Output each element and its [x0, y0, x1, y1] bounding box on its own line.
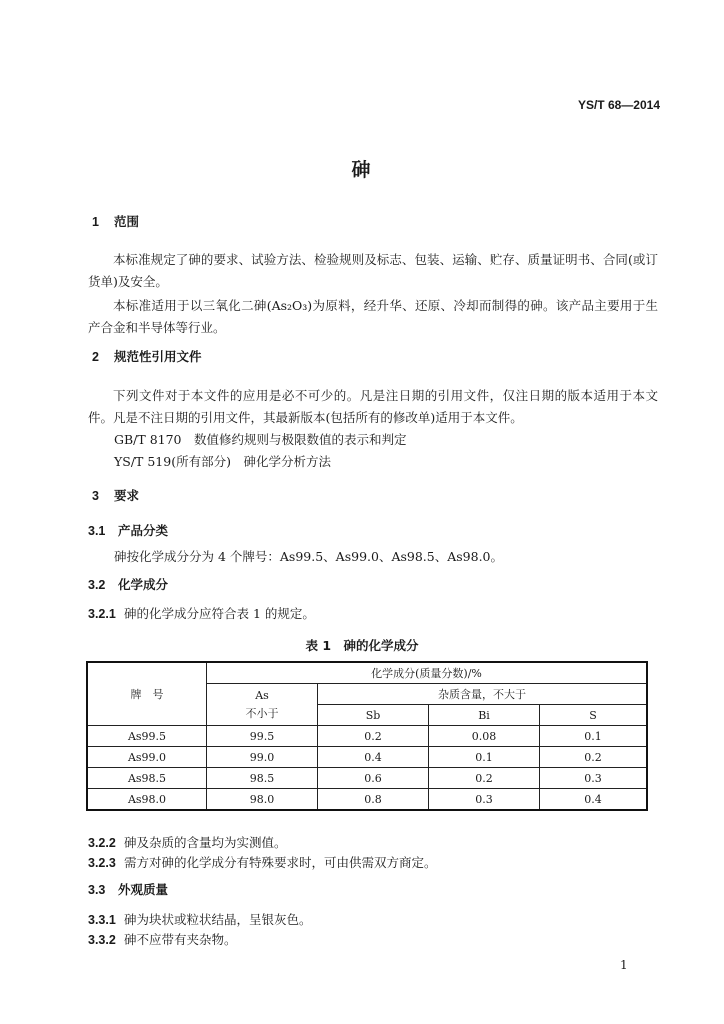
header-grade: 牌 号 — [87, 662, 207, 726]
table-row — [87, 726, 647, 747]
page-number: 1 — [620, 958, 628, 972]
cell-grade: As98.5 — [87, 768, 207, 789]
standard-number: YS/T 68—2014 — [577, 98, 660, 112]
header-as: As 不小于 — [207, 684, 318, 726]
section-3-3-heading: 3.3 外观质量 — [88, 882, 169, 897]
section-3-2-heading: 3.2 化学成分 — [88, 577, 169, 592]
header-s: S — [540, 705, 648, 726]
cell-sb: 0.2 — [318, 726, 429, 747]
cell-bi: 0.08 — [429, 726, 540, 747]
cell-s: 0.2 — [540, 747, 648, 768]
section-3-1-heading: 3.1 产品分类 — [88, 523, 169, 538]
section-2-paragraph: 下列文件对于本文件的应用是必不可少的。凡是注日期的引用文件，仅注日期的版本适用于本文件。凡是不注日期的引用文件，其最新版本(包括所有的修改单)适用于本文件。 — [88, 388, 658, 425]
table-caption: 表 1 砷的化学成分 — [305, 638, 419, 653]
section-1-paragraph-1: 本标准规定了砷的要求、试验方法、检验规则及标志、包装、运输、贮存、质量证明书、合同(或订货单)及安全。 — [88, 252, 658, 289]
chemical-composition-table — [86, 661, 648, 811]
section-3-2-3: 3.2.3 需方对砷的化学成分有特殊要求时，可由供需双方商定。 — [88, 855, 437, 870]
cell-grade: As98.0 — [87, 789, 207, 811]
cell-s: 0.3 — [540, 768, 648, 789]
cell-sb: 0.6 — [318, 768, 429, 789]
cell-bi: 0.1 — [429, 747, 540, 768]
section-3-2-2: 3.2.2 砷及杂质的含量均为实测值。 — [88, 835, 287, 850]
cell-as: 99.5 — [207, 726, 318, 747]
table-row — [87, 789, 647, 811]
reference-yst519: YS/T 519(所有部分) 砷化学分析方法 — [114, 454, 331, 469]
cell-s: 0.4 — [540, 789, 648, 811]
table-row — [87, 747, 647, 768]
header-impurity: 杂质含量，不大于 — [318, 684, 648, 705]
section-3-1-text: 砷按化学成分分为 4 个牌号：As99.5、As99.0、As98.5、As98.0。 — [114, 549, 503, 564]
section-1-paragraph-2: 本标准适用于以三氧化二砷(As₂O₃)为原料，经升华、还原、冷却而制得的砷。该产品主要用于生产合金和半导体等行业。 — [88, 298, 658, 335]
cell-sb: 0.8 — [318, 789, 429, 811]
cell-grade: As99.0 — [87, 747, 207, 768]
header-sb: Sb — [318, 705, 429, 726]
header-bi: Bi — [429, 705, 540, 726]
reference-gbt8170: GB/T 8170 数值修约规则与极限数值的表示和判定 — [114, 432, 407, 447]
cell-as: 98.5 — [207, 768, 318, 789]
section-3-3-2: 3.3.2 砷不应带有夹杂物。 — [88, 932, 237, 947]
cell-s: 0.1 — [540, 726, 648, 747]
document-title: 砷 — [351, 159, 373, 181]
section-3-2-1: 3.2.1 砷的化学成分应符合表 1 的规定。 — [88, 606, 315, 621]
section-2-heading: 2 规范性引用文件 — [92, 349, 202, 364]
section-3-3-1: 3.3.1 砷为块状或粒状结晶，呈银灰色。 — [88, 912, 312, 927]
header-composition: 化学成分(质量分数)/% — [207, 662, 648, 684]
cell-bi: 0.3 — [429, 789, 540, 811]
table-row — [87, 768, 647, 789]
section-1-heading: 1 范围 — [92, 214, 140, 229]
section-3-heading: 3 要求 — [92, 488, 140, 503]
cell-bi: 0.2 — [429, 768, 540, 789]
cell-as: 98.0 — [207, 789, 318, 811]
cell-sb: 0.4 — [318, 747, 429, 768]
cell-as: 99.0 — [207, 747, 318, 768]
cell-grade: As99.5 — [87, 726, 207, 747]
